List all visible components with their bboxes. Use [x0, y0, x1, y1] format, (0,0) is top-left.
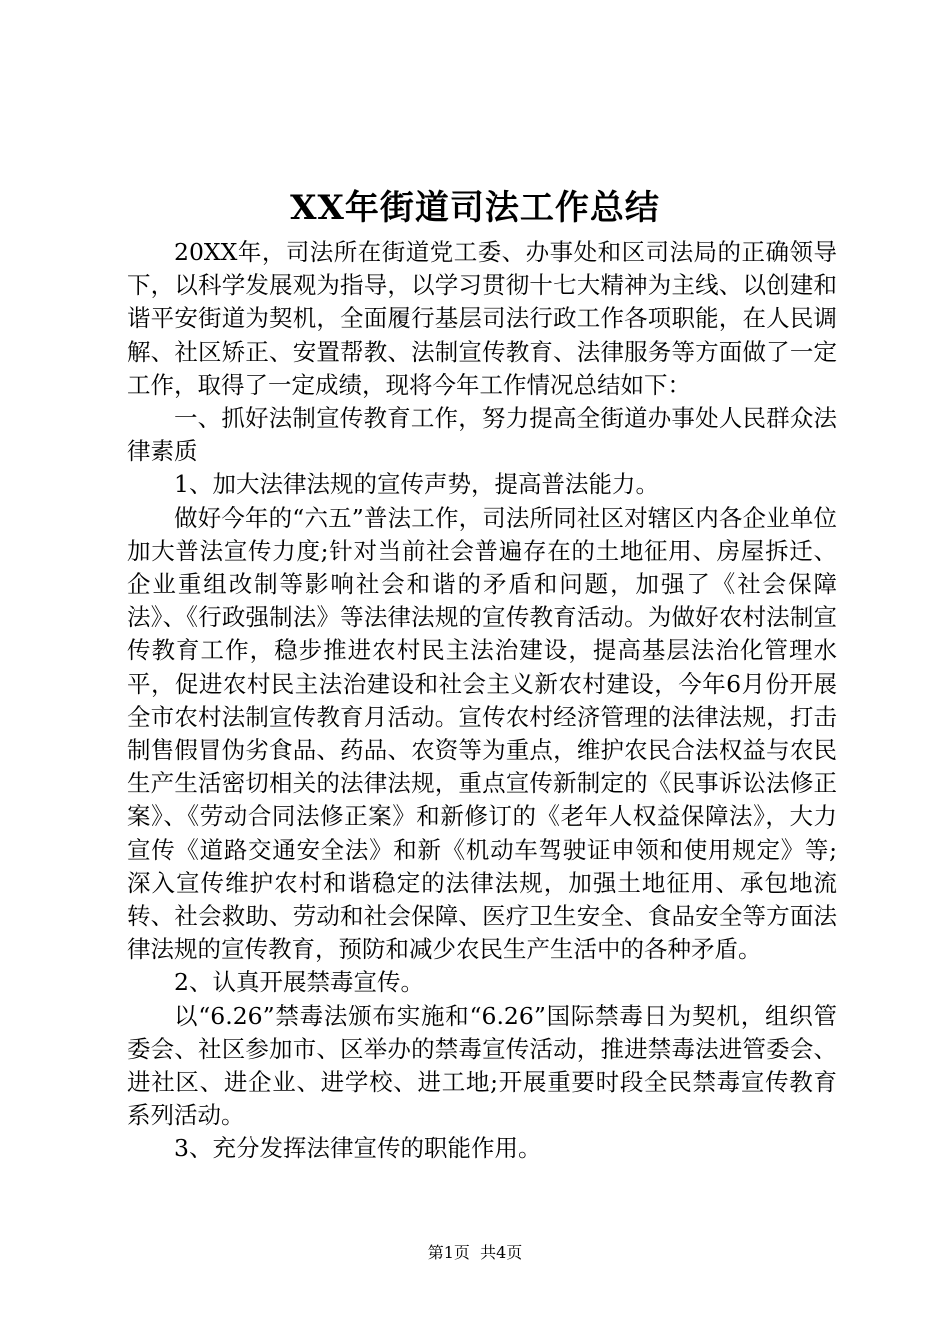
intro-paragraph: 20XX年，司法所在街道党工委、办事处和区司法局的正确领导下，以科学发展观为指导，以学习贯彻十七大精神为主线、以创建和谐平安街道为契机，全面履行基层司法行政工作各项职能，在人民调解、社区矫正、安置帮教、法制宣传教育、法律服务等方面做了一定工作，取得了一定成绩，现将今年工作情况总结如下： — [127, 238, 837, 399]
subsection-heading-1: 1、加大法律法规的宣传声势，提高普法能力。 — [174, 470, 659, 499]
body-paragraph-2: 以“6.26”禁毒法颁布实施和“6.26”国际禁毒日为契机，组织管委会、社区参加市、区举办的禁毒宣传活动，推进禁毒法进管委会、进社区、进企业、进学校、进工地;开展重要时段全民禁毒宣传教育系列活动。 — [127, 1001, 837, 1130]
body-paragraph-1: 做好今年的“六五”普法工作，司法所同社区对辖区内各企业单位加大普法宣传力度;针对当前社会普遍存在的土地征用、房屋拆迁、企业重组改制等影响社会和谐的矛盾和问题，加强了《社会保障法》、《行政强制法》等法律法规的宣传教育活动。为做好农村法制宣传教育工作，稳步推进农村民主法治建设，提高基层法治化管理水平，促进农村民主法治建设和社会主义新农村建设，今年6月份开展全市农村法制宣传教育月活动。宣传农村经济管理的法律法规，打击制售假冒伪劣食品、药品、农资等为重点，维护农民合法权益与农民生产生活密切相关的法律法规，重点宣传新制定的《民事诉讼法修正案》、《劳动合同法修正案》和新修订的《老年人权益保障法》，大力宣传《道路交通安全法》和新《机动车驾驶证申领和使用规定》等;深入宣传维护农村和谐稳定的法律法规，加强土地征用、承包地流转、社会救助、劳动和社会保障、医疗卫生安全、食品安全等方面法律法规的宣传教育，预防和减少农民生产生活中的各种矛盾。 — [127, 503, 837, 964]
subsection-heading-2: 2、认真开展禁毒宣传。 — [174, 968, 424, 997]
page-number-footer: 第1页 共4页 — [427, 1243, 523, 1262]
subsection-heading-3: 3、充分发挥法律宣传的职能作用。 — [174, 1134, 542, 1163]
document-body — [127, 236, 837, 1166]
document-title: XX年街道司法工作总结 — [290, 188, 660, 228]
section-heading-1: 一、抓好法制宣传教育工作，努力提高全街道办事处人民群众法律素质 — [127, 404, 837, 466]
